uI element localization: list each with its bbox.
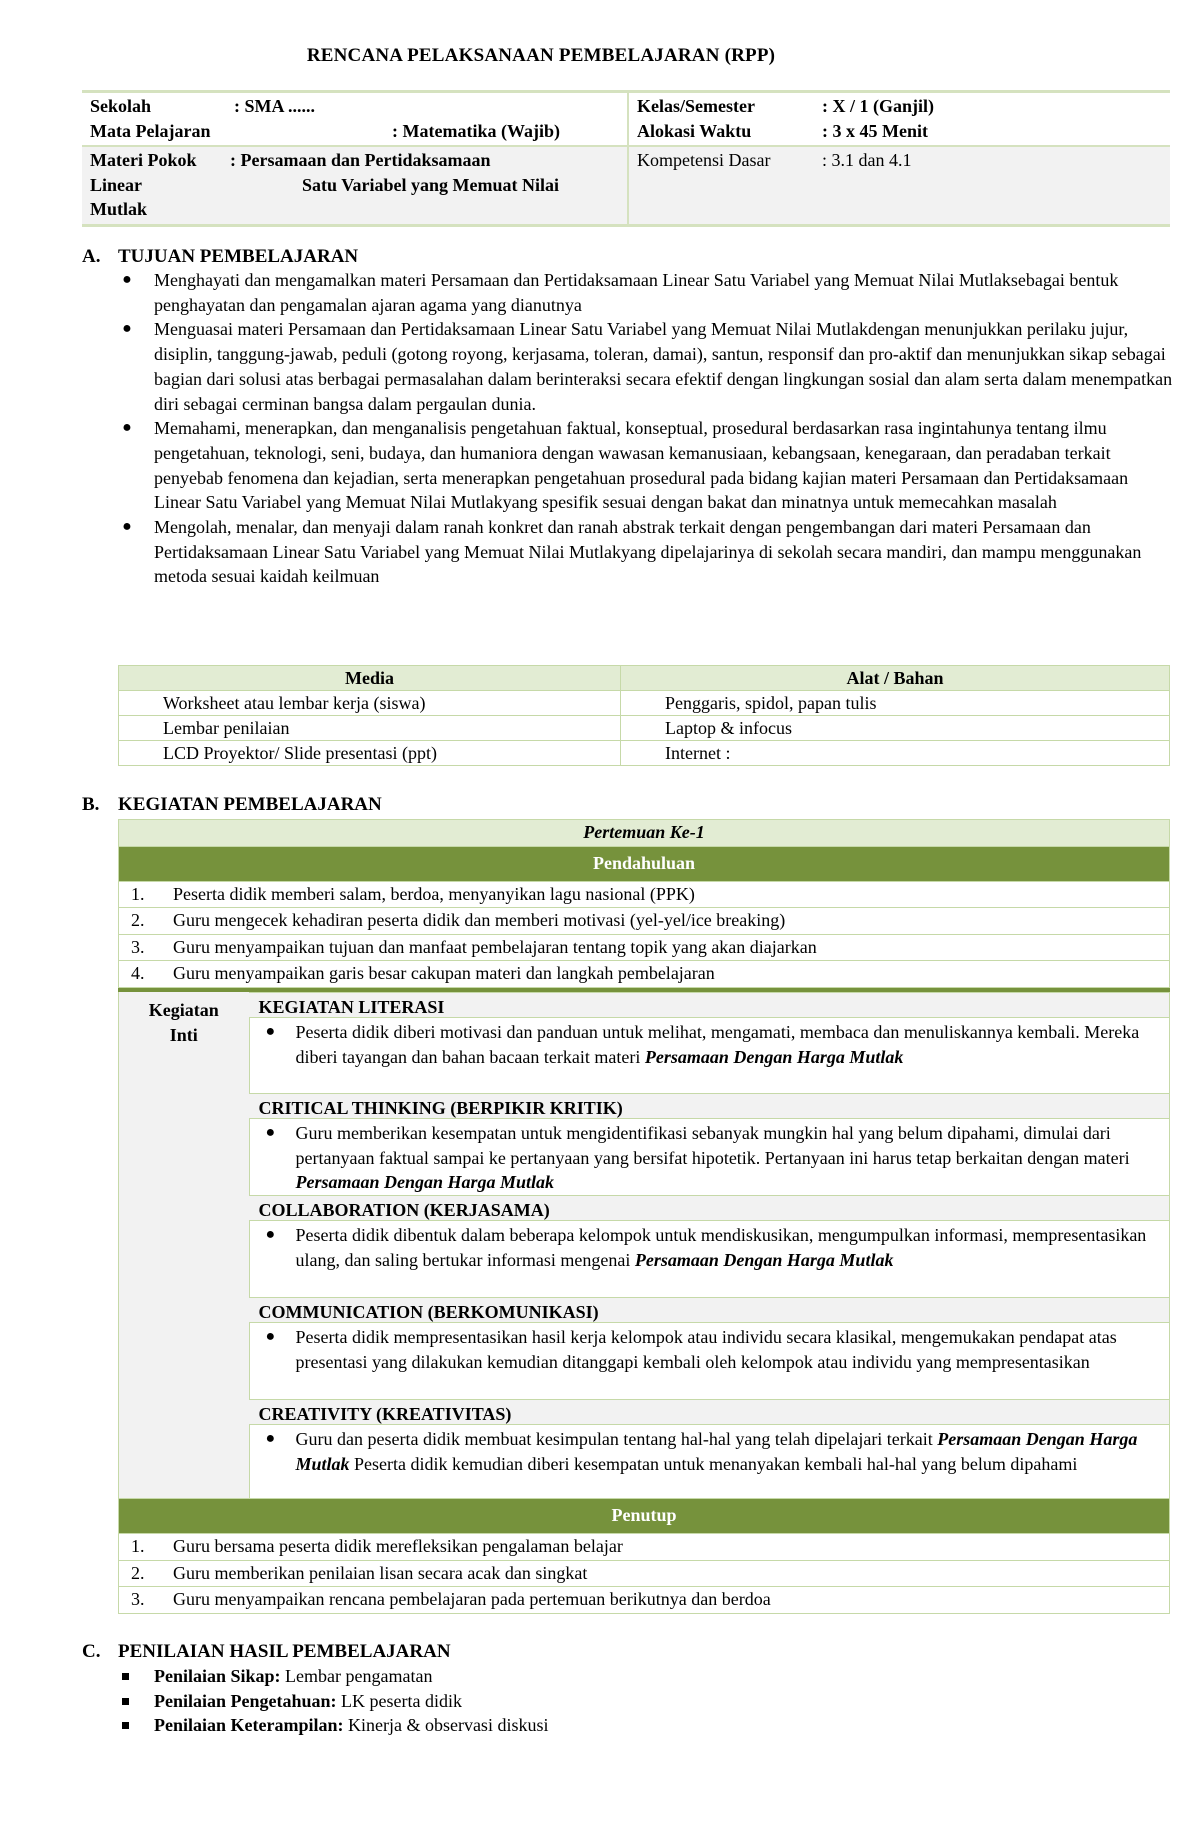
item-text: Peserta didik memberi salam, berdoa, menyanyikan lagu nasional (PPK) <box>173 883 695 904</box>
section-c-number: C. <box>82 1641 101 1662</box>
table-row <box>119 934 1170 961</box>
bullet-icon: ● <box>122 419 132 437</box>
bullet-icon: ● <box>265 1328 276 1345</box>
bullet-icon: ● <box>265 1226 276 1243</box>
critical-heading: CRITICAL THINKING (BERPIKIR KRITIK) <box>249 1093 1171 1119</box>
alat-header: Alat / Bahan <box>621 666 1170 691</box>
table-row <box>119 1534 1170 1561</box>
materi-value-3: Satu Variabel yang Memuat Nilai <box>302 174 560 195</box>
item-text: Guru memberikan penilaian lisan secara acak dan singkat <box>173 1562 588 1583</box>
kelas-value: : X / 1 (Ganjil) <box>822 96 934 116</box>
pendahuluan-item: 4. Guru menyampaikan garis besar cakupan materi dan langkah pembelajaran <box>119 961 1170 988</box>
table-row <box>119 1587 1170 1614</box>
mapel-label: Mata Pelajaran <box>90 120 211 141</box>
communication-heading: COMMUNICATION (BERKOMUNIKASI) <box>249 1297 1171 1323</box>
section-b-heading <box>82 793 382 818</box>
collab-text: Peserta didik dibentuk dalam beberapa kelompok untuk mendiskusikan, mengumpulkan informasi, mempresentasikan ulang, dan saling bertukar informasi mengenai <box>295 1225 1147 1270</box>
penutup-table <box>118 1498 1170 1614</box>
pendahuluan-item: 2. Guru mengecek kehadiran peserta didik dan memberi motivasi (yel-yel/ice breaking) <box>119 908 1170 935</box>
creat-text-2: Peserta didik kemudian diberi kesempatan untuk menanyakan kembali hal-hal yang belum dipahami <box>349 1453 1078 1474</box>
communication-body <box>249 1323 1171 1399</box>
creat-text-1: Guru dan peserta didik membuat kesimpulan tentang hal-hal yang telah dipelajari terkait <box>295 1429 938 1449</box>
media-cell: Worksheet atau lembar kerja (siswa) <box>119 691 621 716</box>
item-text: Guru mengecek kehadiran peserta didik dan memberi motivasi (yel-yel/ice breaking) <box>173 910 786 930</box>
list-item <box>118 268 1178 317</box>
alokasi-value: : 3 x 45 Menit <box>822 120 928 141</box>
materi-label: Materi Pokok <box>90 150 197 170</box>
mapel-value: : Matematika (Wajib) <box>392 120 560 141</box>
list-item <box>118 416 1178 515</box>
meeting-title: Pertemuan Ke-1 <box>119 820 1170 847</box>
penutup-item: 2. Guru memberikan penilaian lisan secara acak dan singkat <box>119 1560 1170 1587</box>
section-b-title: KEGIATAN PEMBELAJARAN <box>118 794 382 815</box>
info-left-top <box>82 92 628 147</box>
section-c-title: PENILAIAN HASIL PEMBELAJARAN <box>118 1641 451 1662</box>
literasi-heading: KEGIATAN LITERASI <box>249 992 1171 1018</box>
penilaian-value: Lembar pengamatan <box>280 1666 433 1686</box>
penutup-item: 3. Guru menyampaikan rencana pembelajaran pada pertemuan berikutnya dan berdoa <box>119 1587 1170 1614</box>
literasi-body <box>249 1018 1171 1093</box>
section-a-number: A. <box>82 246 101 267</box>
item-text: Guru menyampaikan tujuan dan manfaat pembelajaran tentang topik yang akan diajarkan <box>173 936 817 957</box>
kegiatan-inti-content <box>249 990 1171 1501</box>
square-bullet-icon <box>122 1673 129 1680</box>
media-cell: LCD Proyektor/ Slide presentasi (ppt) <box>119 741 621 766</box>
alokasi-label: Alokasi Waktu <box>637 120 752 141</box>
kegiatan-inti-label <box>119 990 249 1501</box>
critical-body <box>249 1119 1171 1195</box>
tujuan-text: Menguasai materi Persamaan dan Pertidaksamaan Linear Satu Variabel yang Memuat Nilai Mutlakdengan menunjukkan perilaku jujur, disiplin, tanggung-jawab, peduli (gotong royong, kerjasama, toleran, damai), santun, responsif dan pro-aktif dan menunjukkan sikap sebagai bagian dari solusi atas berbagai permasalahan dalam berinteraksi secara efektif dengan lingkungan sosial dan alam serta dalam menempatkan diri sebagai cerminan bangsa dalam pergaulan dunia. <box>154 319 1173 414</box>
info-right-bottom <box>628 146 1170 225</box>
item-text: Guru menyampaikan rencana pembelajaran pada pertemuan berikutnya dan berdoa <box>173 1589 771 1609</box>
materi-value-1: : Persamaan dan Pertidaksamaan <box>230 150 491 170</box>
topic-text: Persamaan Dengan Harga Mutlak <box>644 1046 904 1067</box>
list-item <box>118 515 1178 589</box>
list-item <box>118 317 1178 416</box>
sekolah-label: Sekolah <box>90 96 152 116</box>
bullet-icon: ● <box>122 271 132 288</box>
table-row <box>119 908 1170 935</box>
alat-cell: Penggaris, spidol, papan tulis <box>621 691 1170 716</box>
collaboration-heading: COLLABORATION (KERJASAMA) <box>249 1195 1171 1221</box>
critical-text: Guru memberikan kesempatan untuk mengidentifikasi sebanyak mungkin hal yang belum dipahami, dimulai dari pertanyaan faktual sampai ke pertanyaan yang bersifat hipotetik. Pertanyaan ini harus tetap berkaitan dengan materi <box>295 1123 1130 1168</box>
tujuan-text: Mengolah, menalar, dan menyaji dalam ranah konkret dan ranah abstrak terkait dengan pengembangan dari materi Persamaan dan Pertidaksamaan Linear Satu Variabel yang Memuat Nilai Mutlakyang dipelajarinya di sekolah secara mandiri, dan mampu menggunakan metoda sesuai kaidah keilmuan <box>154 517 1142 587</box>
kd-value: : 3.1 dan 4.1 <box>822 150 912 170</box>
bullet-icon: ● <box>265 1023 276 1040</box>
kegiatan-inti-table <box>118 988 1170 1502</box>
topic-text: Persamaan Dengan Harga Mutlak <box>295 1429 1138 1474</box>
penutup-band: Penutup <box>119 1499 1170 1534</box>
list-item <box>118 1689 548 1714</box>
penilaian-value: LK peserta didik <box>336 1690 462 1711</box>
kelas-label: Kelas/Semester <box>637 96 755 116</box>
alat-cell: Laptop & infocus <box>621 716 1170 741</box>
table-row <box>119 1560 1170 1587</box>
list-item <box>118 1713 548 1738</box>
table-row <box>119 741 1170 766</box>
bullet-icon: ● <box>265 1124 276 1141</box>
penutup-item: 1. Guru bersama peserta didik merefleksikan pengalaman belajar <box>119 1534 1170 1561</box>
document-title: RENCANA PELAKSANAAN PEMBELAJARAN (RPP) <box>306 45 776 66</box>
table-row <box>119 881 1170 908</box>
section-a-title: TUJUAN PEMBELAJARAN <box>118 246 359 267</box>
bullet-icon: ● <box>122 518 132 536</box>
bullet-icon: ● <box>122 320 132 338</box>
inti-label-1: Kegiatan <box>148 1000 219 1020</box>
collaboration-body <box>249 1221 1171 1297</box>
info-table <box>82 90 1170 227</box>
topic-text: Persamaan Dengan Harga Mutlak <box>634 1249 894 1270</box>
materi-value-4: Mutlak <box>90 199 148 219</box>
penilaian-value: Kinerja & observasi diskusi <box>343 1715 549 1735</box>
topic-text: Persamaan Dengan Harga Mutlak <box>295 1172 555 1192</box>
item-text: Guru menyampaikan garis besar cakupan materi dan langkah pembelajaran <box>173 963 715 983</box>
media-table <box>118 665 1170 766</box>
tujuan-text: Memahami, menerapkan, dan menganalisis pengetahuan faktual, konseptual, prosedural berdasarkan rasa ingintahunya tentang ilmu pengetahuan, teknologi, seni, budaya, dan humaniora dengan wawasan kemanusiaan, kebangsaan, kenegaraan, dan peradaban terkait penyebab fenomena dan kejadian, serta menerapkan pengetahuan prosedural pada bidang kajian materi Persamaan dan Pertidaksamaan Linear Satu Variabel yang Memuat Nilai Mutlakyang spesifik sesuai dengan bakat dan minatnya untuk memecahkan masalah <box>154 418 1129 513</box>
section-c-heading <box>82 1640 451 1665</box>
pendahuluan-item: 1. Peserta didik memberi salam, berdoa, menyanyikan lagu nasional (PPK) <box>119 881 1170 908</box>
pendahuluan-band: Pendahuluan <box>119 846 1170 881</box>
list-item <box>118 1664 548 1689</box>
info-right-top <box>628 92 1170 147</box>
item-text: Guru bersama peserta didik merefleksikan pengalaman belajar <box>173 1536 623 1556</box>
table-row <box>119 716 1170 741</box>
pendahuluan-item: 3. Guru menyampaikan tujuan dan manfaat pembelajaran tentang topik yang akan diajarkan <box>119 934 1170 961</box>
penilaian-list <box>118 1664 548 1738</box>
literasi-text: Peserta didik diberi motivasi dan panduan untuk melihat, mengamati, membaca dan menuliskannya kembali. Mereka diberi tayangan dan bahan bacaan terkait materi <box>295 1022 1140 1067</box>
kd-label: Kompetensi Dasar <box>637 150 771 170</box>
pendahuluan-table <box>118 819 1170 988</box>
penilaian-label: Penilaian Sikap: <box>154 1666 281 1686</box>
comm-text: Peserta didik mempresentasikan hasil kerja kelompok atau individu secara klasikal, mengemukakan pendapat atas presentasi yang dilakukan kemudian ditanggapi kembali oleh kelompok atau individu yang mempresentasikan <box>295 1327 1117 1372</box>
square-bullet-icon <box>122 1722 129 1729</box>
square-bullet-icon <box>122 1698 129 1705</box>
materi-value-2: Linear <box>90 174 142 195</box>
tujuan-list <box>118 268 1178 589</box>
creativity-heading: CREATIVITY (KREATIVITAS) <box>249 1399 1171 1425</box>
media-header: Media <box>119 666 621 691</box>
sekolah-value: : SMA ...... <box>234 96 315 116</box>
table-row <box>119 691 1170 716</box>
inti-label-2: Inti <box>169 1024 198 1045</box>
penilaian-label: Penilaian Keterampilan: <box>154 1715 344 1735</box>
media-cell: Lembar penilaian <box>119 716 621 741</box>
bullet-icon: ● <box>265 1430 276 1447</box>
penilaian-label: Penilaian Pengetahuan: <box>154 1690 337 1711</box>
alat-cell: Internet : <box>621 741 1170 766</box>
tujuan-text: Menghayati dan mengamalkan materi Persamaan dan Pertidaksamaan Linear Satu Variabel yang Memuat Nilai Mutlaksebagai bentuk penghayatan dan pengamalan ajaran agama yang dianutnya <box>154 270 1119 315</box>
creativity-body <box>249 1425 1171 1501</box>
info-left-bottom <box>82 146 628 225</box>
section-a-heading <box>82 245 358 270</box>
table-row <box>119 961 1170 988</box>
section-b-number: B. <box>82 794 100 815</box>
